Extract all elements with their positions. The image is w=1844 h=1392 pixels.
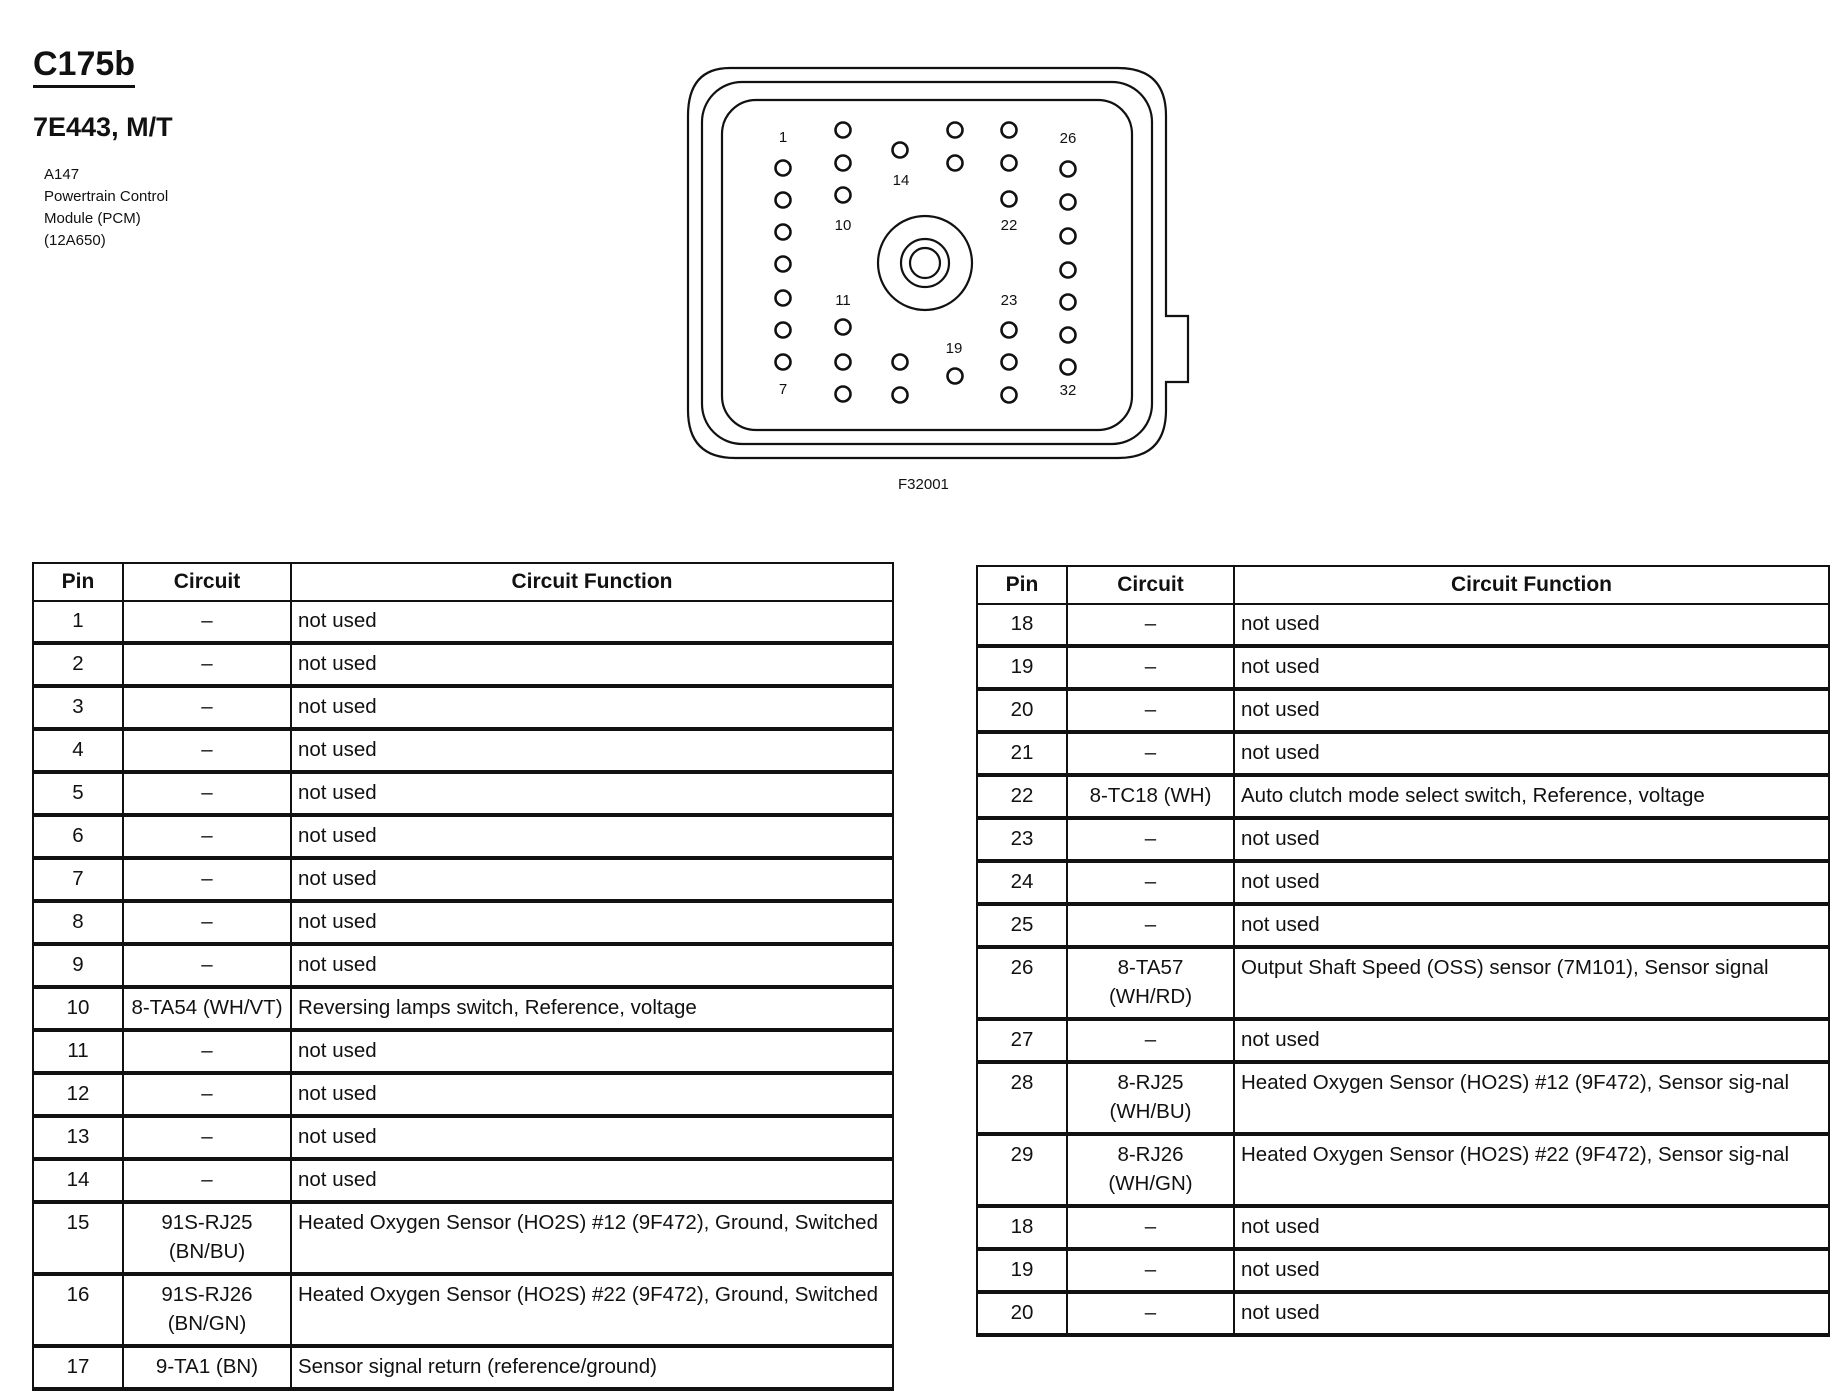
circuit-cell: –: [123, 643, 291, 686]
circuit-function-cell: not used: [291, 643, 893, 686]
pin-hole: [893, 355, 908, 370]
pin-hole: [1002, 355, 1017, 370]
pin-hole: [776, 193, 791, 208]
circuit-function-cell: not used: [291, 1030, 893, 1073]
pin-table-right: [976, 565, 1830, 1337]
circuit-function-cell: Heated Oxygen Sensor (HO2S) #22 (9F472), Ground, Switched: [291, 1274, 893, 1346]
pin-hole: [1061, 328, 1076, 343]
module-line: Powertrain Control: [44, 188, 169, 205]
pin-label: 26: [1059, 130, 1077, 147]
circuit-cell: –: [123, 944, 291, 987]
pin-hole: [1061, 195, 1076, 210]
circuit-function-cell: not used: [1234, 689, 1829, 732]
circuit-cell: 8-TA57 (WH/RD): [1067, 947, 1234, 1019]
pin-hole: [1061, 360, 1076, 375]
circuit-cell: –: [1067, 1249, 1234, 1292]
pin-number-cell: 25: [977, 904, 1067, 947]
circuit-function-cell: not used: [1234, 861, 1829, 904]
pin-label: 19: [945, 340, 963, 357]
pin-label: 11: [835, 292, 851, 309]
pin-label: 1: [778, 129, 788, 146]
pin-row: [33, 1274, 893, 1346]
module-line: Module (PCM): [44, 210, 141, 227]
pin-hole: [1061, 295, 1076, 310]
pin-row: [977, 732, 1829, 775]
pin-number-cell: 15: [33, 1202, 123, 1274]
pin-number-cell: 14: [33, 1159, 123, 1202]
circuit-cell: –: [1067, 1019, 1234, 1062]
pin-number-cell: 21: [977, 732, 1067, 775]
circuit-function-cell: not used: [291, 1073, 893, 1116]
circuit-function-cell: not used: [291, 601, 893, 643]
pin-hole: [948, 369, 963, 384]
circuit-function-cell: Auto clutch mode select switch, Reference, voltage: [1234, 775, 1829, 818]
pin-number-cell: 19: [977, 1249, 1067, 1292]
column-header-circuit: Circuit: [123, 563, 291, 601]
pin-number-cell: 1: [33, 601, 123, 643]
circuit-function-cell: Heated Oxygen Sensor (HO2S) #22 (9F472), Sensor sig-nal: [1234, 1134, 1829, 1206]
pin-hole: [776, 291, 791, 306]
pin-hole: [1061, 263, 1076, 278]
pin-row: [977, 861, 1829, 904]
pin-number-cell: 29: [977, 1134, 1067, 1206]
pin-hole: [948, 123, 963, 138]
pin-row: [33, 772, 893, 815]
pin-number-cell: 27: [977, 1019, 1067, 1062]
pin-number-cell: 23: [977, 818, 1067, 861]
pin-hole: [893, 143, 908, 158]
circuit-function-cell: not used: [291, 944, 893, 987]
circuit-cell: –: [123, 901, 291, 944]
circuit-function-cell: not used: [1234, 1019, 1829, 1062]
pin-row: [977, 1019, 1829, 1062]
pin-row: [33, 858, 893, 901]
figure-code: F32001: [898, 476, 949, 493]
circuit-function-cell: not used: [291, 686, 893, 729]
center-post-hole: [910, 248, 940, 278]
pin-hole: [948, 156, 963, 171]
circuit-cell: –: [123, 1030, 291, 1073]
center-post-outer: [878, 216, 972, 310]
pin-row: [33, 944, 893, 987]
pin-number-cell: 17: [33, 1346, 123, 1389]
circuit-function-cell: not used: [291, 858, 893, 901]
pin-row: [977, 904, 1829, 947]
pin-hole: [1002, 388, 1017, 403]
column-header-function: Circuit Function: [291, 563, 893, 601]
circuit-function-cell: not used: [1234, 604, 1829, 646]
pin-label: 23: [1000, 292, 1018, 309]
pin-number-cell: 4: [33, 729, 123, 772]
pin-label: 22: [1000, 217, 1018, 234]
pin-number-cell: 2: [33, 643, 123, 686]
pin-row: [33, 1116, 893, 1159]
circuit-function-cell: not used: [1234, 1292, 1829, 1335]
pin-hole: [776, 161, 791, 176]
pin-number-cell: 24: [977, 861, 1067, 904]
pin-row: [33, 601, 893, 643]
pin-number-cell: 18: [977, 1206, 1067, 1249]
pin-number-cell: 26: [977, 947, 1067, 1019]
pin-row: [977, 1134, 1829, 1206]
circuit-function-cell: Heated Oxygen Sensor (HO2S) #12 (9F472), Ground, Switched: [291, 1202, 893, 1274]
pin-number-cell: 13: [33, 1116, 123, 1159]
pin-number-cell: 20: [977, 689, 1067, 732]
pin-row: [33, 815, 893, 858]
circuit-cell: –: [123, 1116, 291, 1159]
circuit-cell: –: [1067, 732, 1234, 775]
pin-number-cell: 20: [977, 1292, 1067, 1335]
pin-row: [977, 604, 1829, 646]
pin-row: [977, 1249, 1829, 1292]
pin-hole: [836, 123, 851, 138]
column-header-circuit: Circuit: [1067, 566, 1234, 604]
center-post-ring: [901, 239, 949, 287]
circuit-cell: –: [123, 686, 291, 729]
pin-row: [977, 689, 1829, 732]
pin-number-cell: 16: [33, 1274, 123, 1346]
pin-number-cell: 18: [977, 604, 1067, 646]
circuit-function-cell: not used: [291, 1116, 893, 1159]
circuit-function-cell: not used: [1234, 732, 1829, 775]
connector-shell-inner-line: [702, 82, 1152, 444]
circuit-function-cell: not used: [291, 729, 893, 772]
circuit-cell: 8-RJ25 (WH/BU): [1067, 1062, 1234, 1134]
pin-row: [33, 643, 893, 686]
circuit-function-cell: not used: [1234, 1206, 1829, 1249]
circuit-cell: 9-TA1 (BN): [123, 1346, 291, 1389]
pin-number-cell: 11: [33, 1030, 123, 1073]
circuit-cell: –: [123, 772, 291, 815]
circuit-function-cell: not used: [291, 815, 893, 858]
column-header-pin: Pin: [977, 566, 1067, 604]
pin-hole: [776, 225, 791, 240]
pin-hole: [1002, 192, 1017, 207]
circuit-cell: –: [1067, 861, 1234, 904]
circuit-cell: –: [123, 858, 291, 901]
circuit-function-cell: Reversing lamps switch, Reference, voltage: [291, 987, 893, 1030]
circuit-function-cell: Heated Oxygen Sensor (HO2S) #12 (9F472), Sensor sig-nal: [1234, 1062, 1829, 1134]
pin-row: [977, 1062, 1829, 1134]
pin-number-cell: 8: [33, 901, 123, 944]
pin-hole: [776, 355, 791, 370]
circuit-function-cell: Output Shaft Speed (OSS) sensor (7M101), Sensor signal: [1234, 947, 1829, 1019]
circuit-cell: –: [1067, 1206, 1234, 1249]
pin-row: [33, 1346, 893, 1389]
pin-row: [33, 686, 893, 729]
circuit-cell: 91S-RJ25 (BN/BU): [123, 1202, 291, 1274]
pin-hole: [776, 323, 791, 338]
pin-row: [977, 818, 1829, 861]
pin-label: 32: [1059, 382, 1077, 399]
circuit-cell: –: [1067, 689, 1234, 732]
pin-number-cell: 9: [33, 944, 123, 987]
pin-row: [33, 1030, 893, 1073]
circuit-cell: –: [123, 601, 291, 643]
circuit-function-cell: not used: [291, 772, 893, 815]
pin-hole: [1061, 229, 1076, 244]
pin-hole: [836, 188, 851, 203]
circuit-function-cell: not used: [1234, 904, 1829, 947]
pin-label: 10: [834, 217, 852, 234]
pin-number-cell: 3: [33, 686, 123, 729]
circuit-cell: 8-TA54 (WH/VT): [123, 987, 291, 1030]
circuit-function-cell: not used: [291, 1159, 893, 1202]
pin-label: 14: [892, 172, 910, 189]
pin-row: [33, 1073, 893, 1116]
circuit-cell: 8-TC18 (WH): [1067, 775, 1234, 818]
pin-number-cell: 7: [33, 858, 123, 901]
circuit-function-cell: Sensor signal return (reference/ground): [291, 1346, 893, 1389]
circuit-cell: –: [123, 815, 291, 858]
module-line: (12A650): [44, 232, 106, 249]
pin-hole: [836, 320, 851, 335]
pin-label: 7: [778, 381, 788, 398]
pin-row: [977, 646, 1829, 689]
column-header-pin: Pin: [33, 563, 123, 601]
circuit-cell: –: [123, 1073, 291, 1116]
pin-number-cell: 28: [977, 1062, 1067, 1134]
circuit-cell: –: [123, 729, 291, 772]
module-line: A147: [44, 166, 80, 183]
circuit-cell: 8-RJ26 (WH/GN): [1067, 1134, 1234, 1206]
pin-table-left: [32, 562, 894, 1391]
pin-row: [33, 1159, 893, 1202]
circuit-cell: –: [123, 1159, 291, 1202]
pin-row: [977, 775, 1829, 818]
pin-hole: [836, 156, 851, 171]
pin-number-cell: 10: [33, 987, 123, 1030]
pin-row: [977, 947, 1829, 1019]
circuit-cell: –: [1067, 646, 1234, 689]
pin-row: [977, 1292, 1829, 1335]
pin-hole: [1061, 162, 1076, 177]
circuit-function-cell: not used: [291, 901, 893, 944]
circuit-cell: –: [1067, 604, 1234, 646]
pin-number-cell: 22: [977, 775, 1067, 818]
pin-hole: [1002, 123, 1017, 138]
circuit-function-cell: not used: [1234, 646, 1829, 689]
connector-outer-shell: [688, 68, 1188, 458]
circuit-cell: –: [1067, 818, 1234, 861]
pin-number-cell: 12: [33, 1073, 123, 1116]
pin-hole: [836, 355, 851, 370]
circuit-cell: –: [1067, 904, 1234, 947]
pin-row: [33, 901, 893, 944]
pin-row: [33, 987, 893, 1030]
circuit-function-cell: not used: [1234, 818, 1829, 861]
pin-number-cell: 6: [33, 815, 123, 858]
pin-row: [977, 1206, 1829, 1249]
module-description: [44, 164, 168, 252]
pin-row: [33, 1202, 893, 1274]
pin-hole: [836, 387, 851, 402]
pin-number-cell: 19: [977, 646, 1067, 689]
pin-hole: [893, 388, 908, 403]
pin-row: [33, 729, 893, 772]
connector-part-subtitle: 7E443, M/T: [33, 112, 173, 142]
pin-hole: [1002, 156, 1017, 171]
pin-number-cell: 5: [33, 772, 123, 815]
circuit-cell: 91S-RJ26 (BN/GN): [123, 1274, 291, 1346]
connector-id-title: C175b: [33, 44, 135, 88]
pin-hole: [1002, 323, 1017, 338]
pin-hole: [776, 257, 791, 272]
connector-face-diagram: [680, 60, 1200, 470]
column-header-function: Circuit Function: [1234, 566, 1829, 604]
circuit-function-cell: not used: [1234, 1249, 1829, 1292]
circuit-cell: –: [1067, 1292, 1234, 1335]
